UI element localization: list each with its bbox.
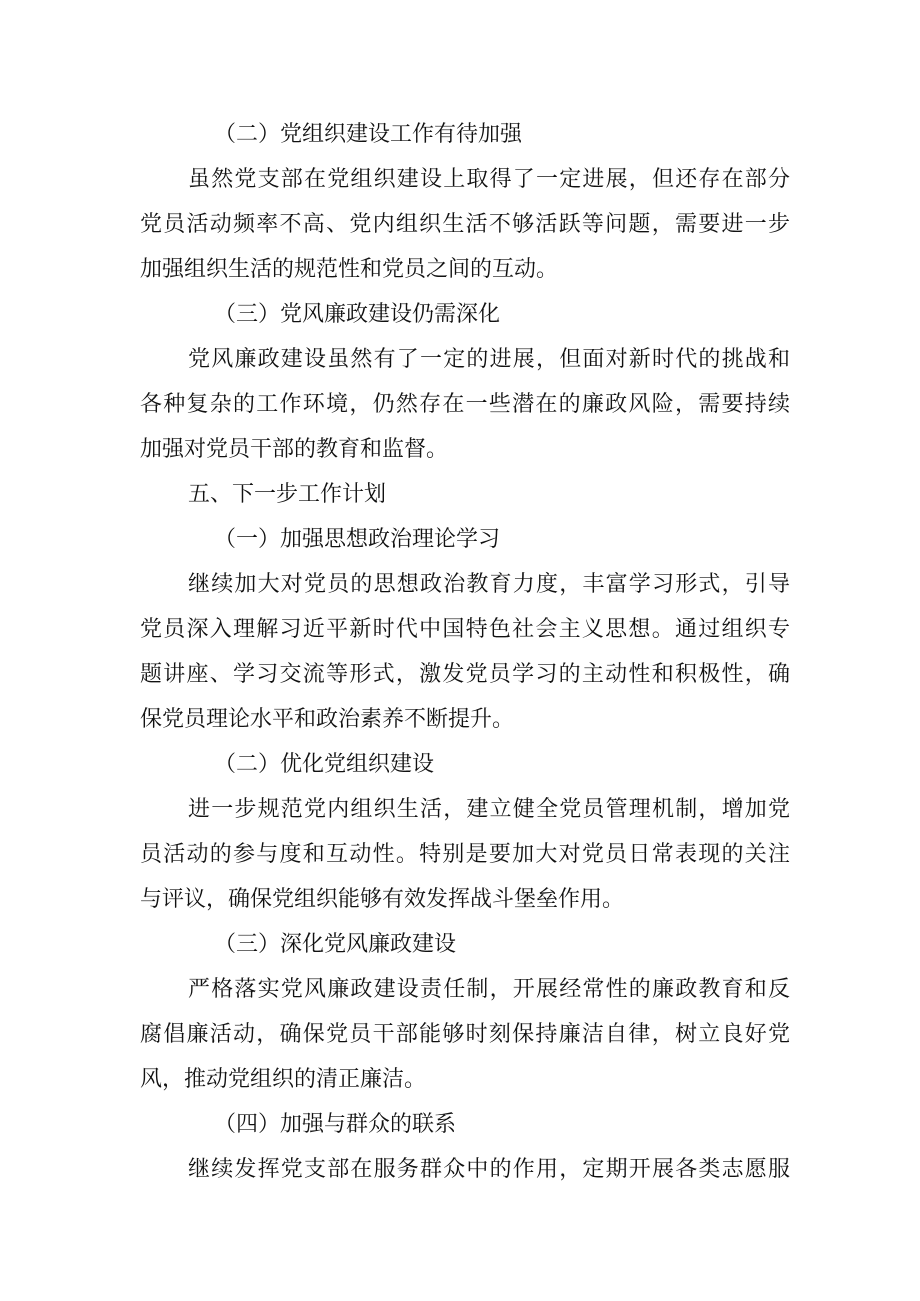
paragraph-line: 与评议，确保党组织能够有效发挥战斗堡垒作用。 [140,887,625,912]
paragraph-line: 进一步规范党内组织生活，建立健全党员管理机制，增加党 [188,797,790,822]
paragraph-line: 党员深入理解习近平新时代中国特色社会主义思想。通过组织专 [140,617,790,642]
paragraph-line: 加强组织生活的规范性和党员之间的互动。 [140,257,559,282]
paragraph-line: 严格落实党风廉政建设责任制，开展经常性的廉政教育和反 [188,977,790,1002]
subheading-public-connection: （四）加强与群众的联系 [214,1112,457,1137]
paragraph-line: 员活动的参与度和互动性。特别是要加大对党员日常表现的关注 [140,842,790,867]
paragraph-line: 腐倡廉活动，确保党员干部能够时刻保持廉洁自律，树立良好党 [140,1022,790,1047]
subheading-theory-study: （一）加强思想政治理论学习 [214,527,501,552]
paragraph-line: 风，推动党组织的清正廉洁。 [140,1067,427,1092]
paragraph-line: 题讲座、学习交流等形式，激发党员学习的主动性和积极性，确 [140,662,790,687]
paragraph-line: 各种复杂的工作环境，仍然存在一些潜在的廉政风险，需要持续 [140,392,790,417]
section-heading-next-steps: 五、下一步工作计划 [188,482,387,507]
paragraph-line: 保党员理论水平和政治素养不断提升。 [140,707,515,732]
paragraph-line: 党风廉政建设虽然有了一定的进展，但面对新时代的挑战和 [188,347,790,372]
subheading-deepen-governance: （三）深化党风廉政建设 [214,932,457,957]
paragraph-line: 虽然党支部在党组织建设上取得了一定进展，但还存在部分 [188,167,790,192]
paragraph-line: 继续加大对党员的思想政治教育力度，丰富学习形式，引导 [188,572,790,597]
paragraph-line: 加强对党员干部的教育和监督。 [140,437,449,462]
subheading-party-organization: （二）党组织建设工作有待加强 [214,122,523,147]
document-body [140,112,790,1192]
paragraph-line: 党员活动频率不高、党内组织生活不够活跃等问题，需要进一步 [140,212,790,237]
subheading-optimize-organization: （二）优化党组织建设 [214,752,435,777]
subheading-clean-governance: （三）党风廉政建设仍需深化 [214,302,501,327]
paragraph-line: 继续发挥党支部在服务群众中的作用，定期开展各类志愿服 [188,1157,790,1182]
